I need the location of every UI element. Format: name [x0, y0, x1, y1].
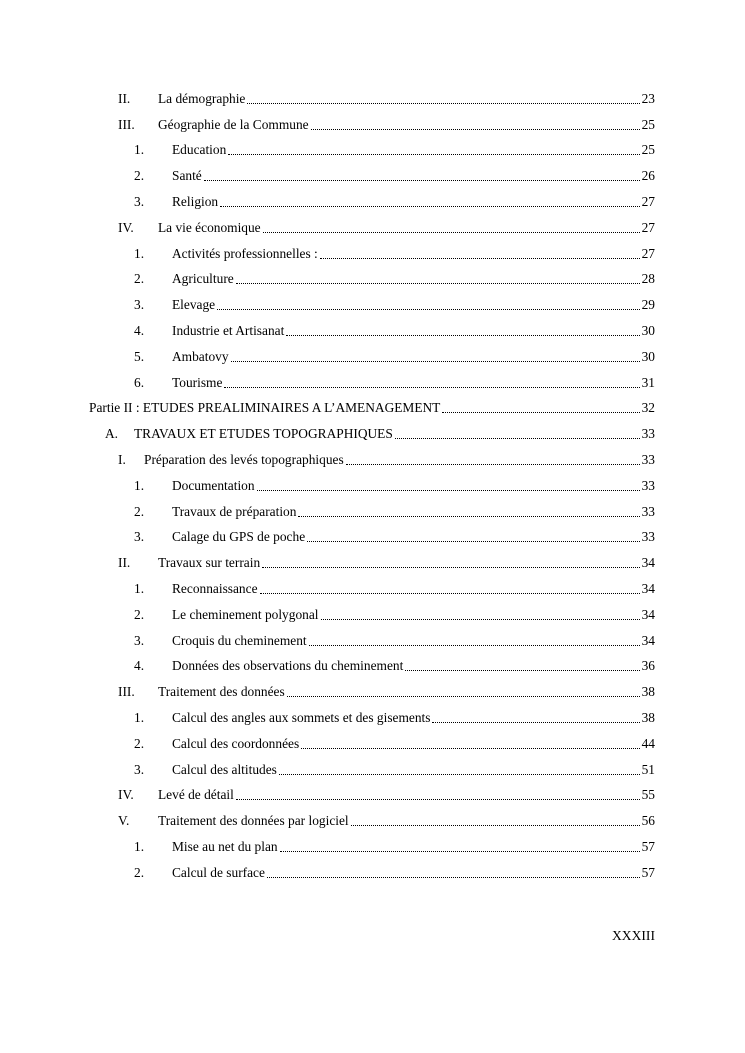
toc-entry-title	[158, 787, 655, 803]
toc-entry-page: 27	[641, 219, 655, 235]
toc-entry-title	[172, 142, 655, 158]
toc-entry-label: Agriculture	[172, 271, 234, 287]
toc-entry-title	[172, 349, 655, 365]
toc-entry-page: 31	[641, 374, 655, 390]
dot-leader	[267, 876, 640, 878]
toc-entry-number: 2.	[134, 606, 145, 622]
toc-entry-page: 34	[641, 581, 655, 597]
toc-entry-number: 2.	[134, 168, 145, 184]
toc-entry-page: 28	[641, 271, 655, 287]
dot-leader	[346, 463, 640, 465]
dot-leader	[257, 489, 640, 491]
toc-entry-number: A.	[105, 426, 119, 442]
toc-entry-label: Education	[172, 142, 227, 158]
dot-leader	[280, 850, 640, 852]
dot-leader	[309, 644, 640, 646]
toc-entry[interactable]	[0, 679, 745, 705]
toc-entry-title	[172, 581, 655, 597]
toc-entry-page: 27	[641, 245, 655, 261]
dot-leader	[204, 179, 640, 181]
toc-entry[interactable]	[0, 189, 745, 215]
dot-leader	[236, 282, 640, 284]
toc-entry-label: Travaux sur terrain	[158, 555, 261, 571]
toc-entry-title	[172, 246, 655, 262]
toc-entry[interactable]	[0, 860, 745, 886]
toc-entry-number: IV.	[118, 219, 134, 235]
toc-entry[interactable]	[0, 370, 745, 396]
toc-entry[interactable]	[0, 292, 745, 318]
table-of-contents	[0, 86, 745, 886]
toc-entry-label: Calcul des coordonnées	[172, 735, 300, 751]
toc-entry-title	[158, 91, 655, 107]
dot-leader	[432, 721, 639, 723]
toc-entry-label: Partie II : ETUDES PREALIMINAIRES A L’AMENAGEMENT	[89, 400, 441, 416]
toc-entry-label: Géographie de la Commune	[158, 116, 309, 132]
toc-entry-title	[172, 271, 655, 287]
toc-entry-page: 25	[641, 142, 655, 158]
toc-entry[interactable]	[0, 138, 745, 164]
toc-entry[interactable]	[0, 757, 745, 783]
toc-entry[interactable]	[0, 499, 745, 525]
toc-entry-page: 33	[641, 503, 655, 519]
toc-entry[interactable]	[0, 86, 745, 112]
toc-entry[interactable]	[0, 550, 745, 576]
toc-entry-page: 57	[641, 864, 655, 880]
toc-entry-label: Religion	[172, 194, 219, 210]
toc-entry-page: 34	[641, 632, 655, 648]
toc-entry[interactable]	[0, 525, 745, 551]
toc-entry-title	[172, 633, 655, 649]
toc-entry-number: 2.	[134, 271, 145, 287]
toc-entry-label: TRAVAUX ET ETUDES TOPOGRAPHIQUES	[134, 426, 393, 442]
dot-leader	[279, 773, 640, 775]
toc-entry-number: 1.	[134, 710, 145, 726]
toc-entry-page: 34	[641, 606, 655, 622]
toc-entry-number: 3.	[134, 297, 145, 313]
dot-leader	[236, 798, 640, 800]
toc-entry-label: Reconnaissance	[172, 581, 258, 597]
toc-entry-page: 30	[641, 323, 655, 339]
toc-entry-number: 1.	[134, 839, 145, 854]
toc-entry-number: 1.	[134, 581, 145, 597]
toc-entry-label: Calage du GPS de poche	[172, 529, 306, 545]
dot-leader	[307, 540, 639, 542]
toc-entry-title	[172, 529, 655, 545]
toc-entry-label: Croquis du cheminement	[172, 632, 307, 648]
page-number: XXXIII	[611, 928, 655, 943]
toc-entry-page: 25	[641, 116, 655, 132]
toc-entry-page: 36	[641, 658, 655, 674]
toc-entry[interactable]	[0, 628, 745, 654]
dot-leader	[286, 334, 639, 336]
toc-entry[interactable]	[0, 473, 745, 499]
toc-entry-title	[172, 323, 655, 339]
toc-entry-page: 55	[641, 787, 655, 803]
dot-leader	[301, 747, 639, 749]
toc-entry[interactable]	[0, 344, 745, 370]
toc-entry[interactable]	[0, 705, 745, 731]
toc-entry-page: 51	[641, 761, 655, 777]
toc-entry-label: Travaux de préparation	[172, 503, 297, 519]
toc-entry[interactable]	[0, 215, 745, 241]
dot-leader	[320, 257, 640, 259]
toc-entry-number: 3.	[134, 194, 145, 210]
toc-entry-label: Préparation des levés topographiques	[144, 452, 344, 468]
toc-entry-number: II.	[118, 90, 131, 106]
toc-entry-number: 1.	[134, 142, 145, 158]
toc-entry-page: 38	[641, 684, 655, 700]
toc-entry-title	[134, 426, 655, 442]
toc-entry-label: Elevage	[172, 297, 216, 313]
toc-entry-title	[172, 297, 655, 313]
toc-entry[interactable]	[0, 576, 745, 602]
toc-entry-label: Calcul des angles aux sommets et des gisements	[172, 710, 431, 726]
toc-entry-title	[172, 168, 655, 184]
toc-entry-number: 1.	[134, 245, 145, 261]
toc-entry[interactable]	[0, 602, 745, 628]
toc-entry-number: IV.	[118, 787, 134, 803]
toc-entry[interactable]	[0, 267, 745, 293]
toc-entry-label: Calcul de surface	[172, 864, 265, 880]
toc-entry[interactable]	[0, 834, 745, 860]
dot-leader	[231, 360, 640, 362]
dot-leader	[220, 205, 639, 207]
dot-leader	[405, 669, 639, 671]
toc-entry[interactable]	[0, 163, 745, 189]
toc-entry-title	[89, 400, 655, 416]
dot-leader	[321, 618, 640, 620]
toc-entry-title	[158, 684, 655, 700]
toc-entry-title	[172, 710, 655, 726]
toc-entry-page: 38	[641, 710, 655, 726]
toc-entry-title	[172, 607, 655, 623]
dot-leader	[217, 308, 639, 310]
dot-leader	[395, 437, 640, 439]
dot-leader	[224, 386, 639, 388]
toc-entry-label: Mise au net du plan	[172, 839, 278, 854]
toc-entry-number: 5.	[134, 348, 145, 364]
toc-entry-number: 2.	[134, 735, 145, 751]
toc-entry[interactable]	[0, 654, 745, 680]
toc-entry-page: 33	[641, 477, 655, 493]
toc-entry-page: 23	[641, 90, 655, 106]
dot-leader	[263, 231, 640, 233]
toc-entry[interactable]	[0, 447, 745, 473]
toc-entry-page: 29	[641, 297, 655, 313]
toc-entry[interactable]	[0, 241, 745, 267]
dot-leader	[262, 566, 639, 568]
toc-entry-page: 33	[641, 426, 655, 442]
toc-entry-label: Ambatovy	[172, 348, 229, 364]
toc-entry-number: 2.	[134, 503, 145, 519]
dot-leader	[228, 153, 639, 155]
toc-entry-title	[158, 220, 655, 236]
toc-entry-label: Documentation	[172, 477, 255, 493]
toc-entry-title	[172, 736, 655, 752]
toc-entry-number: 6.	[134, 374, 145, 390]
dot-leader	[442, 411, 639, 413]
toc-entry-title	[158, 117, 655, 133]
toc-entry-label: Activités professionnelles :	[172, 245, 318, 261]
dot-leader	[311, 128, 640, 130]
toc-entry-title	[172, 478, 655, 494]
toc-entry-label: Industrie et Artisanat	[172, 323, 285, 339]
toc-entry-page: 34	[641, 555, 655, 571]
toc-entry-title	[172, 762, 655, 778]
toc-entry-number: 3.	[134, 761, 145, 777]
toc-entry-page: 33	[641, 452, 655, 468]
toc-entry-title	[172, 504, 655, 520]
toc-entry-title	[158, 813, 655, 829]
toc-entry[interactable]	[0, 808, 745, 834]
toc-entry[interactable]	[0, 396, 745, 422]
toc-entry-title	[172, 658, 655, 674]
toc-entry-page: 26	[641, 168, 655, 184]
toc-entry-number: 4.	[134, 323, 145, 339]
toc-entry-number: 4.	[134, 658, 145, 674]
toc-entry[interactable]	[0, 421, 745, 447]
toc-entry-number: V.	[118, 813, 130, 829]
toc-entry-label: Traitement des données par logiciel	[158, 813, 349, 829]
toc-entry-label: La démographie	[158, 90, 246, 106]
toc-entry[interactable]	[0, 783, 745, 809]
dot-leader	[351, 824, 640, 826]
toc-entry-number: 3.	[134, 529, 145, 545]
toc-entry[interactable]	[0, 318, 745, 344]
toc-entry-title	[158, 555, 655, 571]
toc-entry-number: II.	[118, 555, 131, 571]
toc-entry-label: La vie économique	[158, 219, 261, 235]
toc-entry-number: 2.	[134, 864, 145, 880]
toc-entry[interactable]	[0, 112, 745, 138]
dot-leader	[247, 102, 639, 104]
toc-entry-number: I.	[118, 452, 126, 468]
toc-entry-title	[172, 865, 655, 881]
toc-entry-title	[144, 452, 655, 468]
toc-entry[interactable]	[0, 731, 745, 757]
toc-entry-page: 56	[641, 813, 655, 829]
toc-entry-number: 3.	[134, 632, 145, 648]
toc-entry-number: 1.	[134, 477, 145, 493]
toc-entry-number: III.	[118, 116, 135, 132]
toc-entry-label: Levé de détail	[158, 787, 234, 803]
dot-leader	[260, 592, 640, 594]
toc-entry-label: Santé	[172, 168, 202, 184]
toc-entry-label: Calcul des altitudes	[172, 761, 277, 777]
toc-entry-title	[172, 839, 655, 855]
toc-entry-page: 27	[641, 194, 655, 210]
toc-entry-title	[172, 194, 655, 210]
toc-entry-number: III.	[118, 684, 135, 700]
toc-entry-label: Le cheminement polygonal	[172, 606, 319, 622]
toc-entry-page: 32	[641, 400, 655, 416]
toc-entry-page: 57	[641, 839, 655, 854]
dot-leader	[287, 695, 640, 697]
toc-entry-page: 44	[641, 735, 655, 751]
toc-entry-label: Tourisme	[172, 374, 223, 390]
toc-entry-page: 33	[641, 529, 655, 545]
toc-entry-title	[172, 375, 655, 391]
toc-entry-page: 30	[641, 348, 655, 364]
toc-entry-label: Données des observations du cheminement	[172, 658, 404, 674]
toc-entry-label: Traitement des données	[158, 684, 285, 700]
dot-leader	[298, 515, 639, 517]
